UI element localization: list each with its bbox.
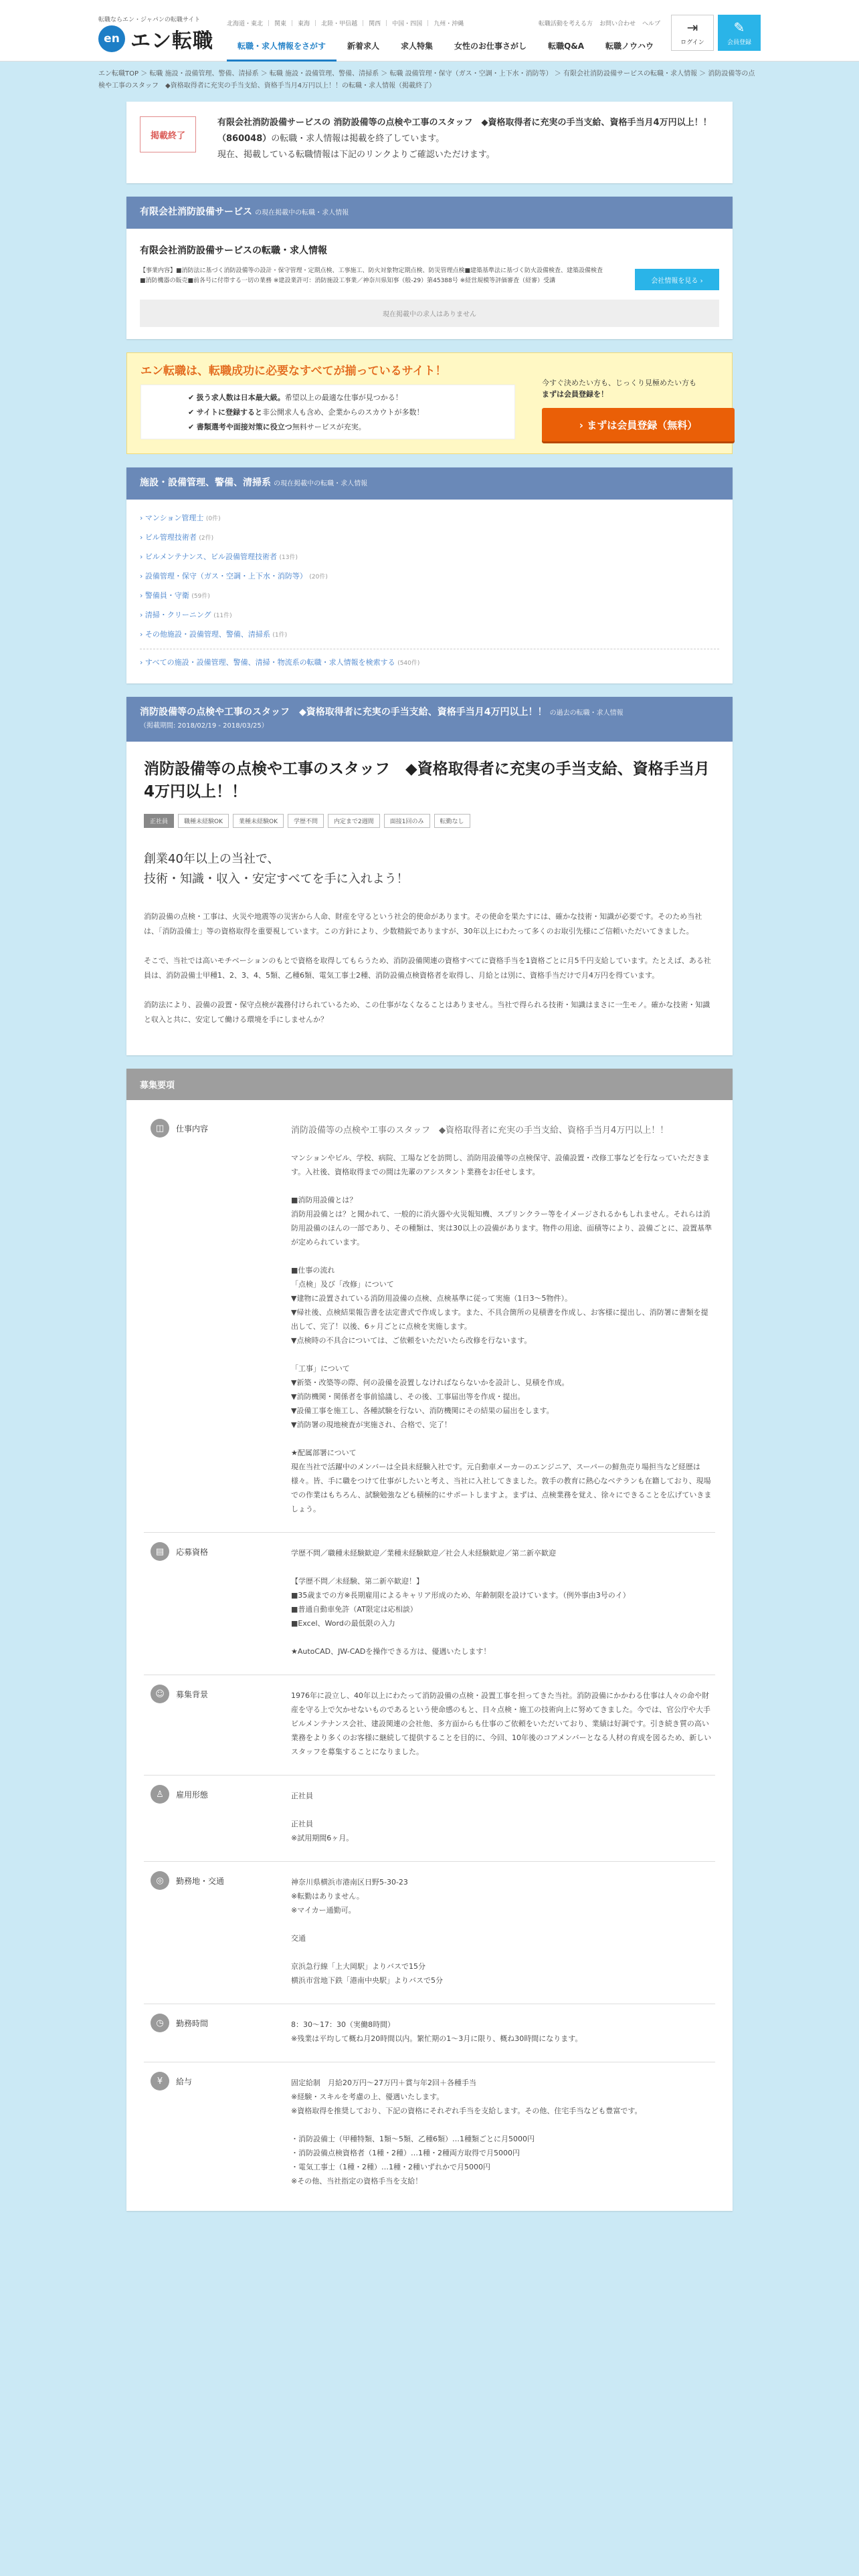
register-cta-button[interactable]: › まずは会員登録（無料） (542, 408, 735, 441)
detail-label: 勤務地・交通 (176, 1876, 225, 1886)
detail-body: 学歴不問／職種未経験歓迎／業種未経験歓迎／社会人未経験歓迎／第二新卒歓迎 【学歴不問／未経験、第二新卒歓迎！】 ■35歳までの方※長期雇用によるキャリア形成のため、年齢制限を設けています。（例外事由3号のイ） ■普通自動車免許（AT限定は応相談） ■Excel、Wordの最低限の入力 ★AutoCAD、JW-CADを操作できる方は、優遇いたします！ (291, 1549, 630, 1656)
category-link[interactable]: › 清掃・クリーニング (11件) (140, 611, 232, 619)
utility-nav (539, 19, 660, 27)
category-bar-title: 施設・設備管理、警備、清掃系 (140, 477, 271, 488)
tag: 職種未経験OK (178, 814, 229, 828)
closed-job-title: 有限会社消防設備サービスの 消防設備等の点検や工事のスタッフ ◆資格取得者に充実の手当支給、資格手当月4万円以上！！（860048） (217, 118, 712, 144)
util-link[interactable]: 転職活動を考える方 (538, 21, 593, 27)
detail-row-background (144, 1675, 715, 1776)
details-bar: 募集要項 (126, 1069, 733, 1100)
detail-body: マンションやビル、学校、病院、工場などを訪問し、消防用設備等の点検保守、設備設置・改修工事などを行なっていただきます。入社後、資格取得までの間は先輩のアシスタント業務をお任せします。 ■消防用設備とは？ 消防用設備とは？と聞かれて、一般的に消火器や火災報知機、スプリンクラー等をイメージされるかもしれません。それらは消防用設備のほんの一部であり、その種類は、実は30以上の設備があります。物件の用途、面積等により、設備ごとに、設置基準が定められています。 ■仕事の流れ 「点検」及び「改修」について ▼建物に設置されている消防用設備の点検、点検基準に従って実施（1日3〜5物件）。 ▼帰社後、点検結果報告書を法定書式で作成します。また、不具合箇所の見積書を作成し、お客様に提出し、消防署に書類を提出して、完了！以後、6ヶ月ごとに点検を実施します。 ▼点検時の不具合については、ご依頼をいただいたら改修を行ないます。 「工事」について ▼新築・改築等の際、何の設備を設置しなければならないかを設計し、見積を作成。 ▼消防機関・関係者を事前協議し、その後、工事届出等を作成・提出。 ▼設備工事を施工し、各種試験を行ない、消防機関にその結果の届出をします。 ▼消防署の現地検査が実施され、合格で、完了！ ★配属部署について 現在当社で活躍中のメンバーは全員未経験入社です。元自動車メーカーのエンジニア、スーパーの鮮魚売り場担当など経歴は様々。皆、手に職をつけて仕事がしたいと考え、当社に入社してきました。敦手の教育に熱心なベテランも在籍しており、現場での作業はもちろん、試験勉強なども積極的にサポートしますよ。まずは、点検業務を覚え、徐々にできることを広げていきましょう。 (291, 1154, 712, 1513)
detail-label: 雇用形態 (176, 1790, 209, 1800)
detail-body: 8：30〜17：30（実働8時間） ※残業は平均して概ね月20時間以内。繁忙期の1〜3月に限り、概ね30時間になります。 (291, 2020, 583, 2043)
logo-mark: en (98, 25, 125, 52)
login-label: ログイン (680, 39, 704, 46)
region-link[interactable]: 東海 (298, 21, 310, 27)
nav-qa[interactable]: 転職Q&A (548, 41, 585, 51)
login-icon: ⇥ (686, 19, 698, 35)
tag: 学歴不問 (288, 814, 324, 828)
company-bar-sub: の現在掲載中の転職・求人情報 (255, 209, 349, 217)
yen-icon: ¥ (151, 2072, 169, 2090)
site-logo[interactable] (98, 24, 213, 53)
no-jobs-message: 現在掲載中の求人はありません (140, 300, 719, 327)
company-description: 【事業内容】■消防法に基づく消防設備等の設計・保守管理・定期点検、工事施工、防火対象物定期点検、防災管理点検■建築基準法に基づく防火設備検査、建築設備検査■消防機器の販売■前各号に付帯する一切の業務 ※建設業許可：消防施設工事業／神奈川県知事（般-29）第45388号 ※経営規模等評価審査（経審）受講 (140, 267, 603, 284)
job-paragraph: 消防法により、設備の設置・保守点検が義務付けられているため、この仕事がなくなることはありません。当社で得られる技術・知識はまさに一生モノ。確かな技術・知識と収入と共に、安定して働ける環境を手にしませんか？ (144, 1000, 710, 1024)
promo-title: エン転職は、転職成功に必要なすべてが揃っているサイト！ (140, 364, 447, 378)
detail-body: 固定給制 月給20万円〜27万円＋賞与年2回＋各種手当 ※経験・スキルを考慮の上、優遇いたします。 ※資格取得を推奨しており、下記の資格にそれぞれ手当を支給します。その他、住宅手当なども豊富です。 ・消防設備士（甲種特類、1類〜5類、乙種6類）…1種類ごとに月5000円 ・消防設備点検資格者（1種・2種）…1種・2種両方取得で月5000円 ・電気工事士（1種・2種）…1種・2種いずれかで月5000円 ※その他、当社指定の資格手当を支給！ (291, 2078, 642, 2185)
nav-job-search[interactable]: 転職・求人情報をさがす (227, 40, 337, 62)
category-link[interactable]: › 警備員・守衛 (59件) (140, 591, 210, 600)
detail-label: 仕事内容 (176, 1124, 209, 1134)
tag: 業種未経験OK (233, 814, 284, 828)
job-paragraph: そこで、当社では高いモチベーションのもとで資格を取得してもらうため、消防設備関連の資格すべてに資格手当を1資格ごとに月5千円支給しています。たとえば、ある社員は、消防設備士甲種1、2、3、4、5類、乙種6類、電気工事士2種、消防設備点検資格者を取得し、月給とは別に、資格手当だけで月4万円を得ています。 (144, 956, 711, 980)
login-button[interactable] (671, 15, 714, 51)
tag: 正社員 (144, 814, 174, 828)
person-icon: ♙ (151, 1785, 169, 1804)
category-bar (126, 467, 733, 500)
job-paragraph: 消防設備の点検・工事は、火災や地震等の災害から人命、財産を守るという社会的使命があります。その使命を果たすには、確かな技術・知識が必要です。そのため当社は、「消防設備士」等の資格取得を重要視しています。この方針により、少数精鋭でありますが、30年以上にわたって多くのお取引先様にご信頼いただいてきました。 (144, 912, 702, 936)
pencil-icon: ✎ (733, 19, 745, 35)
region-link[interactable]: 関東 (274, 21, 287, 27)
job-section (126, 697, 733, 1055)
region-link[interactable]: 九州・沖縄 (434, 21, 464, 27)
company-title: 有限会社消防設備サービスの転職・求人情報 (140, 245, 327, 256)
company-info-button[interactable]: 会社情報を見る › (635, 269, 719, 290)
nav-new-jobs[interactable]: 新着求人 (347, 41, 380, 51)
detail-label: 応募資格 (176, 1547, 209, 1557)
closed-badge: 掲載終了 (140, 116, 196, 152)
all-categories-link[interactable]: › すべての施設・設備管理、警備、清掃・物流系の転職・求人情報を検索する (540件) (140, 658, 420, 667)
tagline: 転職ならエン・ジャパンの転職サイト (98, 17, 201, 23)
signup-button[interactable] (718, 15, 761, 51)
detail-row-hours (144, 2004, 715, 2062)
detail-row-location (144, 1862, 715, 2004)
company-bar-title: 有限会社消防設備サービス (140, 207, 252, 217)
detail-label: 勤務時間 (176, 2019, 209, 2028)
detail-label: 募集背景 (176, 1690, 209, 1699)
job-bar-period: （掲載期間: 2018/02/19 - 2018/03/25） (140, 722, 268, 730)
logo-text: エン転職 (130, 29, 213, 53)
region-link[interactable]: 中国・四国 (392, 21, 423, 27)
category-bar-sub: の現在掲載中の転職・求人情報 (274, 480, 368, 488)
nav-women[interactable]: 女性のお仕事さがし (454, 41, 527, 51)
company-bar (126, 197, 733, 229)
closed-suffix: の転職・求人情報は掲載を終了しています。 (271, 134, 445, 144)
detail-row-qualifications (144, 1533, 715, 1675)
category-link[interactable]: › ビル管理技術者 (2件) (140, 533, 214, 542)
job-bar (126, 697, 733, 742)
region-link[interactable]: 関西 (369, 21, 381, 27)
closed-notice (126, 102, 733, 183)
promo-item: ✔ 扱う求人数は日本最大級。希望以上の最適な仕事が見つかる！ (188, 393, 403, 402)
detail-row-salary (144, 2062, 715, 2204)
details-section (126, 1069, 733, 2211)
clock-icon: ◷ (151, 2014, 169, 2032)
qualification-icon: ▤ (151, 1542, 169, 1561)
people-icon: ☺ (151, 1685, 169, 1703)
detail-row-employment (144, 1776, 715, 1862)
category-link[interactable]: › マンション管理士 (0件) (140, 514, 221, 522)
util-link[interactable]: お問い合わせ (599, 21, 636, 27)
promo-item: ✔ 書類選考や面接対策に役立つ無料サービスが充実。 (188, 423, 366, 431)
detail-label: 給与 (176, 2077, 193, 2086)
category-link[interactable]: › ビルメンテナンス、ビル設備管理技術者 (13件) (140, 552, 298, 561)
signup-label: 会員登録 (727, 39, 751, 46)
job-bar-sub: の過去の転職・求人情報 (549, 710, 624, 717)
closed-line2: 現在、掲載している転職情報は下記のリンクよりご確認いただけます。 (217, 150, 495, 160)
location-icon: ◎ (151, 1871, 169, 1890)
detail-lead: 消防設備等の点検や工事のスタッフ ◆資格取得者に充実の手当支給、資格手当月4万円以上！！ (291, 1125, 669, 1136)
job-catchphrase: 創業40年以上の当社で、 技術・知識・収入・安定すべてを手に入れよう！ (144, 852, 409, 886)
job-tags (144, 814, 715, 828)
job-bar-title: 消防設備等の点検や工事のスタッフ ◆資格取得者に充実の手当支給、資格手当月4万円以上！！ (140, 707, 547, 718)
detail-row-job-content (144, 1109, 715, 1533)
nav-knowhow[interactable]: 転職ノウハウ (605, 41, 654, 51)
tag: 転勤なし (434, 814, 470, 828)
briefcase-icon: ◫ (151, 1119, 169, 1138)
tag: 面接1回のみ (384, 814, 430, 828)
job-title: 消防設備等の点検や工事のスタッフ ◆資格取得者に充実の手当支給、資格手当月4万円以上！！ (144, 760, 710, 800)
region-link[interactable]: 北海道・東北 (227, 21, 264, 27)
category-section (126, 467, 733, 683)
category-link[interactable]: › 設備管理・保守（ガス・空調・上下水・消防等） (20件) (140, 572, 328, 580)
region-link[interactable]: 北陸・甲信越 (321, 21, 358, 27)
promo-item: ✔ サイトに登録すると非公開求人も含め、企業からのスカウトが多数！ (188, 408, 424, 417)
breadcrumb[interactable]: エン転職TOP ＞ 転職 施設・設備管理、警備、清掃系 ＞ 転職 施設・設備管理、警備、清掃系 ＞ 転職 設備管理・保守（ガス・空調・上下水・消防等） ＞ 有限会社消防設備サービスの転職・求人情報 ＞ 消防設備等の点検や工事のスタッフ ◆資格取得者に充実の手当支給、資格手当月4万円以上！！の転職・求人情報（掲載終了） (98, 70, 755, 90)
site-header (0, 0, 859, 62)
promo-right-text: 今すぐ決めたい方も、じっくり見極めたい方も まずは会員登録を！ (542, 379, 696, 399)
nav-features[interactable]: 求人特集 (401, 41, 434, 51)
company-section (126, 197, 733, 339)
detail-body: 正社員 正社員 ※試用期間6ヶ月。 (291, 1792, 354, 1842)
detail-body: 1976年に設立し、40年以上にわたって消防設備の点検・設置工事を担ってきた当社。消防設備にかかわる仕事は人々の命や財産を守る上で欠かせないものであるという使命感のもと、日々点検・施工の技術向上に努めてきました。今では、官公庁や大手ビルメンテナンス会社、建設関連の会社他、多方面からも仕事のご依頼をいただいており、業績は好調です。引き続き質の高い業務をより多くのお客様に継続して提供することを目的に、今回、10年後のコアメンバーとなる人材の育成を図るため、新しいスタッフを募集することになりました。 (291, 1691, 712, 1756)
util-link[interactable]: ヘルプ (642, 21, 660, 27)
detail-body: 神奈川県横浜市港南区日野5-30-23 ※転勤はありません。 ※マイカー通勤可。 交通 京浜急行線「上大岡駅」よりバスで15分 横浜市営地下鉄「港南中央駅」よりバスで5分 (291, 1878, 443, 1985)
main-nav (227, 40, 664, 62)
tag: 内定まで2週間 (328, 814, 380, 828)
region-nav: 北海道・東北 ｜ 関東 ｜ 東海 ｜ 北陸・甲信越 ｜ 関西 ｜ 中国・四国 ｜ 九州・沖縄 (227, 19, 464, 27)
promo-list (140, 385, 515, 439)
promo-banner (126, 352, 733, 454)
category-link[interactable]: › その他施設・設備管理、警備、清掃系 (1件) (140, 630, 288, 639)
